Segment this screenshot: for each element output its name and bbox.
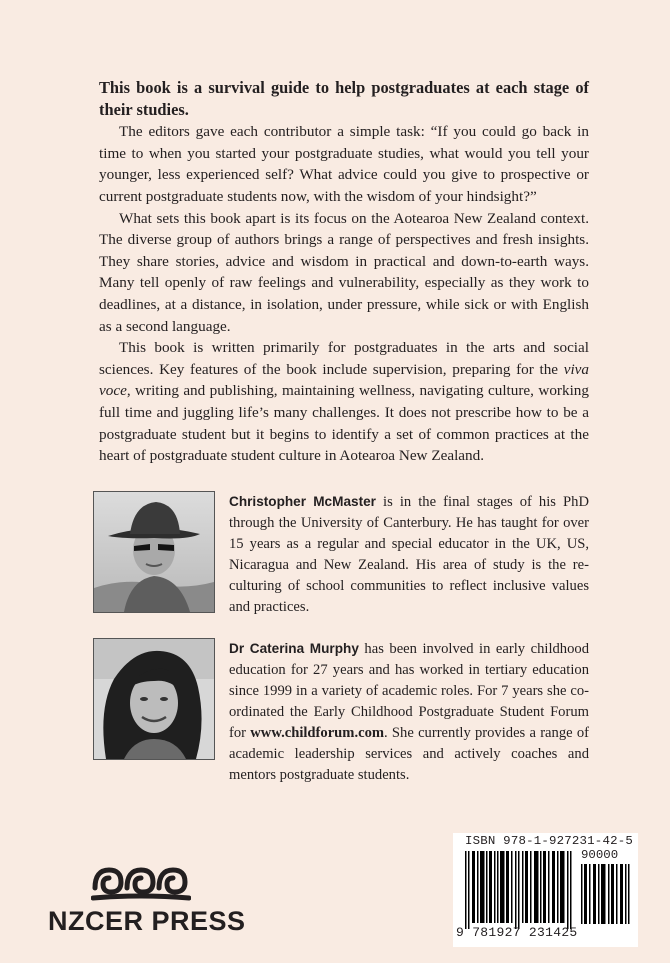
author-name-murphy: Dr Caterina Murphy: [229, 641, 359, 656]
publisher-name: NZCER PRESS: [48, 906, 246, 936]
forum-url: www.childforum.com: [250, 725, 385, 741]
blurb-lead: This book is a survival guide to help postgraduates at each stage of their studies.: [99, 78, 589, 119]
author-desc-murphy-b: . She currently provides a range of academic leadership services and actively coaches and mentors postgraduate students.: [229, 725, 590, 783]
isbn-barcode: [453, 833, 638, 947]
blurb-p3-italic: viva voce: [99, 360, 589, 400]
back-cover-blurb: [99, 77, 589, 467]
blurb-paragraph-1: The editors gave each contributor a simple task: “If you could go back in time to when you started your postgraduate studies, what would you tell your younger, less experienced self? What advice could you give to prospective or current postgraduate students now, with the wisdom of your hindsight?”: [99, 123, 589, 205]
barcode-digits: 9 781927 231425: [456, 925, 578, 940]
addon-bars: [581, 864, 631, 924]
blurb-paragraph-2: What sets this book apart is its focus on the Aotearoa New Zealand context. The diverse group of authors brings a range of perspectives and fresh insights. They share stories, advice and wisdom in practical and down-to-earth ways. Many tell openly of raw feelings and vulnerability, especially as they work to deadlines, at a distance, in isolation, under pressure, while sick or with English as a second language.: [99, 209, 589, 335]
blurb-p3-end: , writing and publishing, maintaining wellness, navigating culture, working full time and juggling life’s many challenges. It does not prescribe how to be a postgraduate student but it begins to identify a set of common practices at the heart of postgraduate student culture in Aotearoa New Zealand.: [99, 382, 589, 465]
isbn-label: ISBN 978-1-927231-42-5: [465, 834, 633, 848]
author-name-mcmaster: Christopher McMaster: [229, 494, 376, 509]
author-photo-murphy: [93, 638, 215, 760]
author-desc-mcmaster: is in the final stages of his PhD through the University of Canterbury. He has taught for over 15 years as a regular and special educator in the UK, US, Nicaragua and New Zealand. His area of study is the re-culturing of school communities to reflect inclusive values and practices.: [229, 494, 589, 615]
author-bio-text-murphy: [229, 638, 589, 786]
author-photo-mcmaster: [93, 491, 215, 613]
barcode-addon-number: 90000: [581, 848, 619, 862]
blurb-p3-start: This book is written primarily for postgraduates in the arts and social sciences. Key features of the book include supervision, preparing for the: [99, 339, 589, 378]
author-bio-text-mcmaster: [229, 491, 589, 618]
ean-bars: [465, 851, 575, 929]
blurb-paragraph-3: [99, 337, 589, 467]
koru-spiral-icon: [91, 862, 191, 904]
author-desc-murphy-a: has been involved in early childhood education for 27 years and has worked in tertiary education since 1999 in a variety of academic roles. For 7 years she co-ordinated the Early Childhood Postgraduate Student Forum for: [229, 641, 589, 741]
